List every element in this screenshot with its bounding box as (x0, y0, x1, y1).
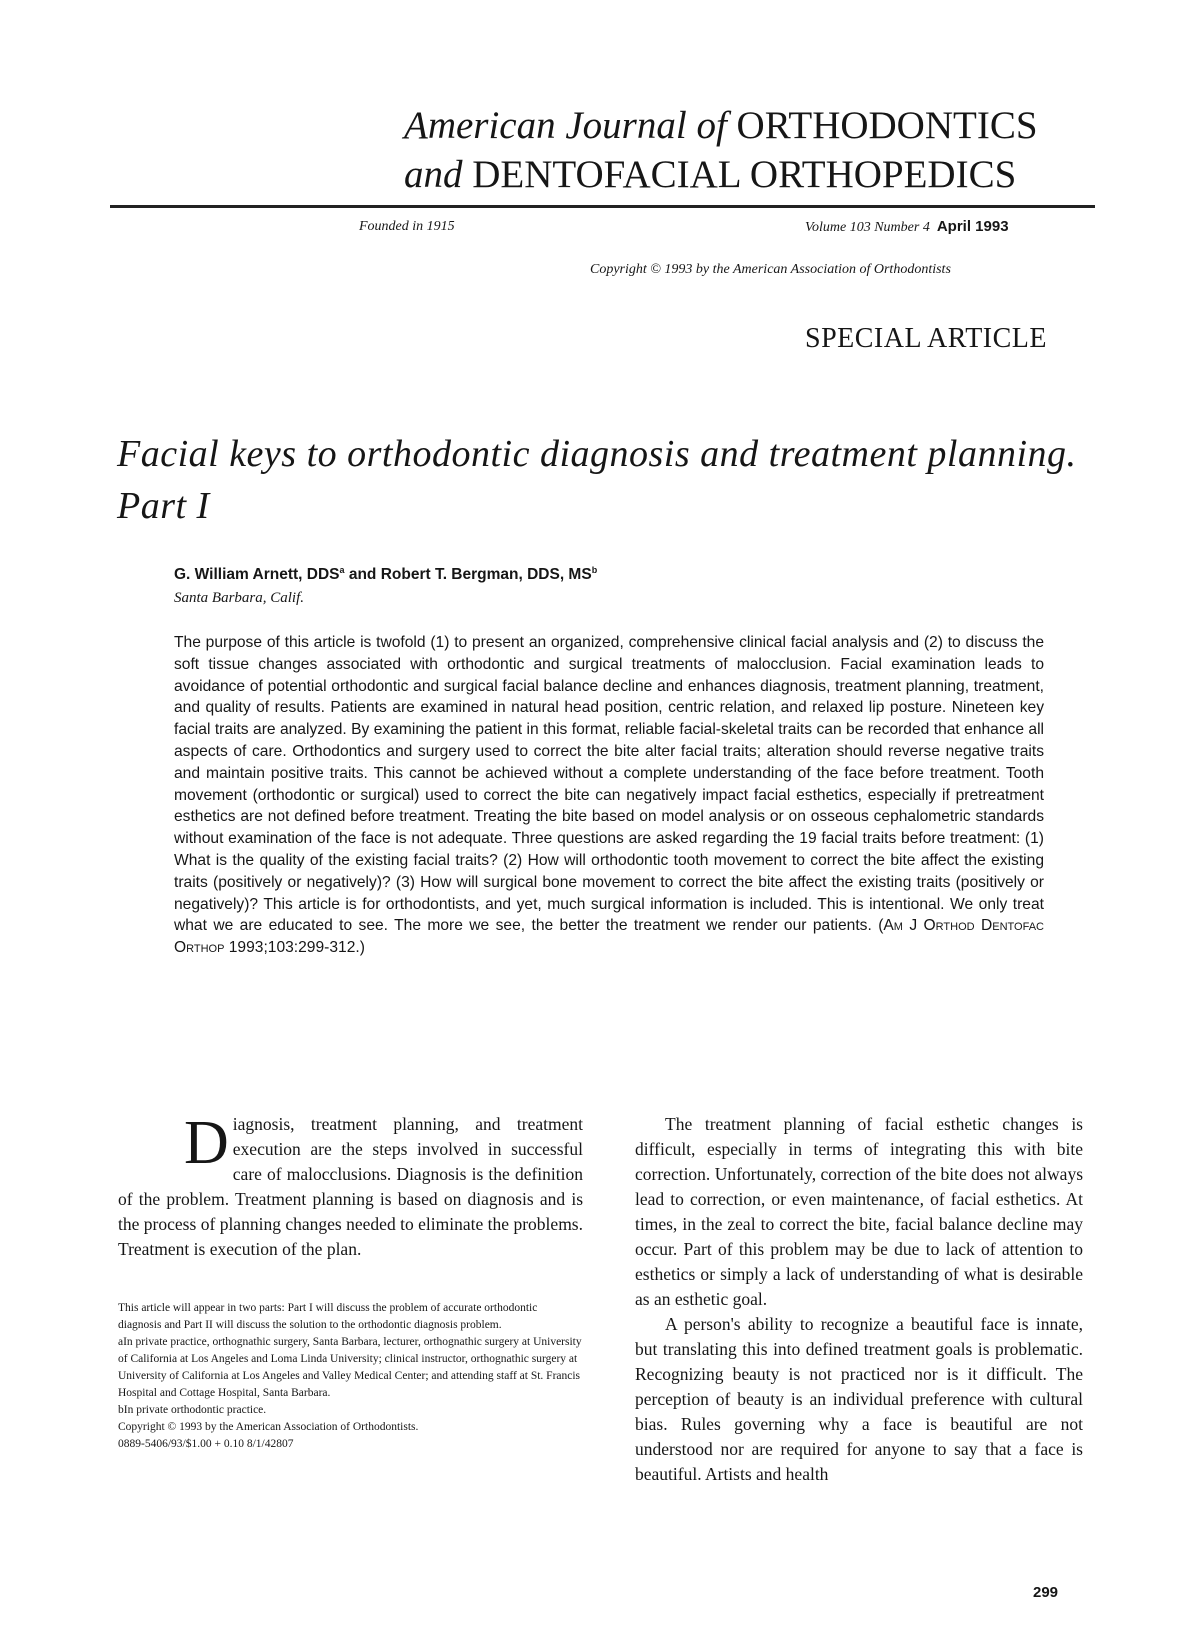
founded-year: Founded in 1915 (359, 219, 455, 234)
body-paragraph: A person's ability to recognize a beautiful face is innate, but translating this into defined treatment goals is problematic. Recognizing beauty is not practiced nor is it difficult. The perception of beauty is an individual preference with cultural bias. Rules governing why a face is beautiful are not understood nor are required for anyone to say that a face is beautiful. Artists and health (635, 1314, 1083, 1484)
footnote: This article will appear in two parts: Part I will discuss the problem of accurate orthodontic diagnosis and Part II will discuss the solution to the orthodontic diagnosis problem. (118, 1302, 538, 1331)
drop-cap: D (184, 1109, 229, 1177)
page-number: 299 (1033, 1584, 1059, 1601)
journal-title-line-1 (404, 103, 1104, 149)
author-1-affiliation-mark: a (339, 565, 345, 575)
body-paragraph: The treatment planning of facial esthetic changes is difficult, especially in terms of integrating this with bite correction. Unfortunately, correction of the bite does not always lead to correction, or even maintenance, of facial esthetics. At times, in the zeal to correct the bite, facial balance decline may occur. Part of this problem may be due to lack of attention to esthetics or simply a lack of understanding of what is desirable as an esthetic goal. (635, 1114, 1083, 1309)
author-2-affiliation-mark: b (591, 565, 598, 575)
author-location: Santa Barbara, Calif. (174, 590, 305, 606)
masthead-rule (110, 205, 1095, 208)
footnote: aIn private practice, orthognathic surgery, Santa Barbara, lecturer, orthognathic surgery at University of California at Los Angeles and Loma Linda University; clinical instructor, orthognathic surgery at University of California at Los Angeles and Valley Medical Center; and attending staff at St. Francis Hospital and Cottage Hospital, Santa Barbara. (118, 1336, 582, 1399)
footnote: bIn private orthodontic practice. (118, 1404, 267, 1416)
article-title: Facial keys to orthodontic diagnosis and treatment planning. Part I (117, 433, 1077, 527)
author-connector: and (344, 566, 381, 584)
journal-title-italic-part: American Journal of (404, 104, 727, 147)
author-line (174, 565, 597, 584)
body-paragraph: iagnosis, treatment planning, and treatment execution are the steps involved in successful care of malocclusions. Diagnosis is the definition of the problem. Treatment planning is based on diagnosis and is the process of planning changes needed to eliminate the problems. Treatment is execution of the plan. (118, 1114, 583, 1259)
journal-title-caps-part: ORTHODONTICS (736, 104, 1038, 147)
journal-title-line-2 (404, 152, 1104, 198)
copyright-line: Copyright © 1993 by the American Association of Orthodontists (590, 262, 951, 277)
volume-issue (805, 218, 1009, 236)
footnote: 0889-5406/93/$1.00 + 0.10 8/1/42807 (118, 1438, 294, 1450)
author-2: Robert T. Bergman, DDS, MS (380, 566, 592, 584)
volume-number: Volume 103 Number 4 (805, 220, 930, 235)
section-heading: SPECIAL ARTICLE (805, 323, 1048, 354)
footnotes (118, 1300, 583, 1453)
author-1: G. William Arnett, DDS (174, 566, 340, 584)
journal-title-caps-part: DENTOFACIAL ORTHOPEDICS (472, 153, 1017, 196)
journal-title-italic-part: and (404, 153, 463, 196)
abstract (174, 632, 1044, 959)
body-column-right (635, 1112, 1083, 1487)
issue-date: April 1993 (936, 218, 1009, 235)
footnote: Copyright © 1993 by the American Association of Orthodontists. (118, 1421, 419, 1433)
abstract-citation: (Am J Orthod Dentofac Orthop 1993;103:299-312.) (174, 917, 1044, 957)
body-column-left (118, 1109, 583, 1262)
abstract-text: The purpose of this article is twofold (1) to present an organized, comprehensive clinical facial analysis and (2) to discuss the soft tissue changes associated with orthodontic and surgical treatments of malocclusion. Facial examination leads to avoidance of potential orthodontic and surgical facial balance decline and enhances diagnosis, treatment planning, treatment, and quality of results. Patients are examined in natural head position, centric relation, and relaxed lip posture. Nineteen key facial traits are analyzed. By examining the patient in this format, reliable facial-skeletal traits can be recorded that enhance all aspects of care. Orthodontics and surgery used to correct the bite alter facial traits; alteration should reverse negative traits and maintain positive traits. This cannot be achieved without a complete understanding of the face before treatment. Tooth movement (orthodontic or surgical) used to correct the bite can negatively impact facial esthetics, especially if pretreatment esthetics are not defined before treatment. Treating the bite based on model analysis or on osseous cephalometric standards without examination of the face is not adequate. Three questions are asked regarding the 19 facial traits before treatment: (1) What is the quality of the existing facial traits? (2) How will orthodontic tooth movement to correct the bite affect the existing traits (positively or negatively)? (3) How will surgical bone movement to correct the bite affect the existing traits (positively or negatively)? This article is for orthodontists, and yet, much surgical information is included. This is intentional. We only treat what we are educated to see. The more we see, the better the treatment we render our patients. (174, 634, 1044, 935)
